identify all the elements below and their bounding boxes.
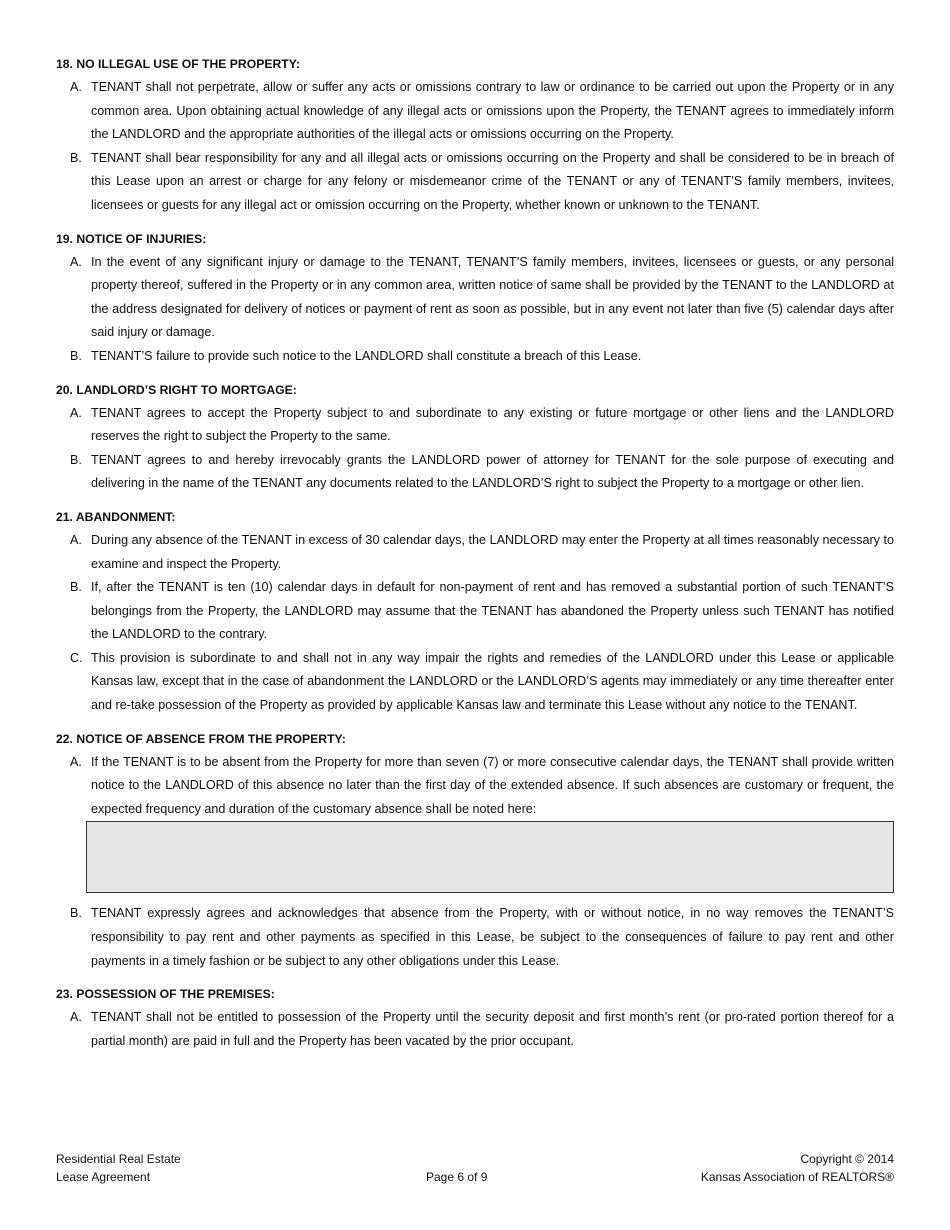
- section-heading: 19. NOTICE OF INJURIES:: [56, 231, 207, 246]
- section-21: [56, 505, 894, 718]
- section-heading: 23. POSSESSION OF THE PREMISES:: [56, 987, 275, 1002]
- section-22: [56, 727, 894, 974]
- clause-text: TENANT shall bear responsibility for any and all illegal acts or omissions occurring on the Property and shall be considered to be in breach of this Lease upon an arrest or charge for any felony or misdemeanor crime of the TENANT or any of TENANT’S family members, invitees, licensees or guests for any illegal act or omission occurring on the Property, whether known or unknown to the TENANT.: [91, 150, 894, 212]
- clause-letter: A.: [70, 254, 82, 269]
- clause-text: If, after the TENANT is ten (10) calendar days in default for non-payment of rent and has removed a substantial portion of such TENANT’S belongings from the Property, the LANDLORD may assume that the TENANT has abandoned the Property unless such TENANT has notified the LANDLORD to the contrary.: [91, 580, 894, 642]
- clause-text: TENANT agrees to and hereby irrevocably grants the LANDLORD power of attorney for TENANT for the sole purpose of executing and delivering in the name of the TENANT any documents related to the LANDLORD’S right to subject the Property to a mortgage or other lien.: [91, 452, 894, 491]
- section-19: [56, 227, 894, 369]
- clause-item: [56, 647, 894, 718]
- clause-item: [56, 902, 894, 973]
- clause-letter: A.: [70, 754, 82, 769]
- clause-text: TENANT expressly agrees and acknowledges that absence from the Property, with or without notice, in no way removes the TENANT’S responsibility to pay rent and other payments as specified in this Lease, be subject to the consequences of failure to pay rent and other payments in a timely fashion or be subject to any other obligations under this Lease.: [91, 906, 894, 968]
- section-heading: 22. NOTICE OF ABSENCE FROM THE PROPERTY:: [56, 731, 346, 746]
- clause-item: [56, 402, 894, 449]
- clause-text: TENANT shall not be entitled to possession of the Property until the security deposit and first month’s rent (or pro-rated portion thereof for a partial month) are paid in full and the Property has been vacated by the prior occupant.: [91, 1010, 894, 1048]
- section-20: [56, 378, 894, 496]
- absence-note-field[interactable]: [86, 821, 894, 893]
- clause-item: [56, 529, 894, 576]
- section-heading: 20. LANDLORD’S RIGHT TO MORTGAGE:: [56, 382, 297, 397]
- clause-letter: B.: [70, 452, 82, 467]
- footer-right-line1: Copyright © 2014: [800, 1152, 894, 1166]
- clause-letter: C.: [70, 650, 83, 665]
- clause-letter: B.: [70, 150, 82, 165]
- clause-item: [56, 449, 894, 496]
- clause-item: [56, 576, 894, 647]
- clause-letter: B.: [70, 906, 82, 921]
- section-23: [56, 982, 894, 1053]
- clause-item: [56, 147, 894, 218]
- clause-item: [56, 345, 894, 369]
- footer-left-line1: Residential Real Estate: [56, 1152, 181, 1166]
- section-heading: 21. ABANDONMENT:: [56, 509, 176, 524]
- clause-text: TENANT shall not perpetrate, allow or suffer any acts or omissions contrary to law or ordinance to be carried out upon the Property or in any common area. Upon obtaining actual knowledge of any illegal acts or omissions upon the Property, the TENANT agrees to immediately inform the LANDLORD and the appropriate authorities of the illegal acts or omissions occurring on the Property.: [91, 80, 894, 142]
- clause-item: [56, 751, 894, 822]
- document-body: [56, 52, 894, 1062]
- footer-copyright: [701, 1150, 894, 1186]
- clause-letter: A.: [70, 532, 82, 547]
- clause-text: If the TENANT is to be absent from the Property for more than seven (7) or more consecutive calendar days, the TENANT shall provide written notice to the LANDLORD of this absence no later than the first day of the extended absence. If such absences are customary or frequent, the expected frequency and duration of the customary absence shall be noted here:: [91, 754, 894, 816]
- clause-text: During any absence of the TENANT in excess of 30 calendar days, the LANDLORD may enter the Property at all times reasonably necessary to examine and inspect the Property.: [91, 532, 894, 571]
- clause-text: In the event of any significant injury or damage to the TENANT, TENANT’S family members, invitees, licensees or guests, or any personal property thereof, suffered in the Property or in any common area, written notice of same shall be provided by the TENANT to the LANDLORD at the address designated for delivery of notices or payment of rent as soon as possible, but in any event not later than five (5) calendar days after said injury or damage.: [91, 254, 894, 340]
- section-heading: 18. NO ILLEGAL USE OF THE PROPERTY:: [56, 57, 301, 71]
- footer-right-line2: Kansas Association of REALTORS®: [700, 1170, 894, 1184]
- clause-text: TENANT agrees to accept the Property subject to and subordinate to any existing or future mortgage or other liens and the LANDLORD reserves the right to subject the Property to the same.: [91, 405, 894, 444]
- footer-doc-title: [56, 1150, 181, 1186]
- clause-text: This provision is subordinate to and shall not in any way impair the rights and remedies of the LANDLORD under this Lease or applicable Kansas law, except that in the case of abandonment the LANDLORD or the LANDLORD’S agents may immediately or any time thereafter enter and re-take possession of the Property as provided by applicable Kansas law and terminate this Lease without any notice to the TENANT.: [91, 650, 894, 713]
- clause-letter: B.: [70, 580, 82, 595]
- page-number: Page 6 of 9: [426, 1170, 488, 1184]
- clause-item: [56, 1006, 894, 1053]
- clause-item: [56, 76, 894, 147]
- clause-letter: A.: [70, 1010, 82, 1025]
- footer-left-line2: Lease Agreement: [56, 1170, 151, 1184]
- clause-letter: B.: [70, 348, 82, 363]
- section-18: [56, 52, 894, 218]
- clause-letter: A.: [70, 405, 82, 420]
- clause-item: [56, 251, 894, 345]
- clause-text: TENANT’S failure to provide such notice to the LANDLORD shall constitute a breach of this Lease.: [91, 348, 642, 363]
- clause-letter: A.: [70, 80, 82, 94]
